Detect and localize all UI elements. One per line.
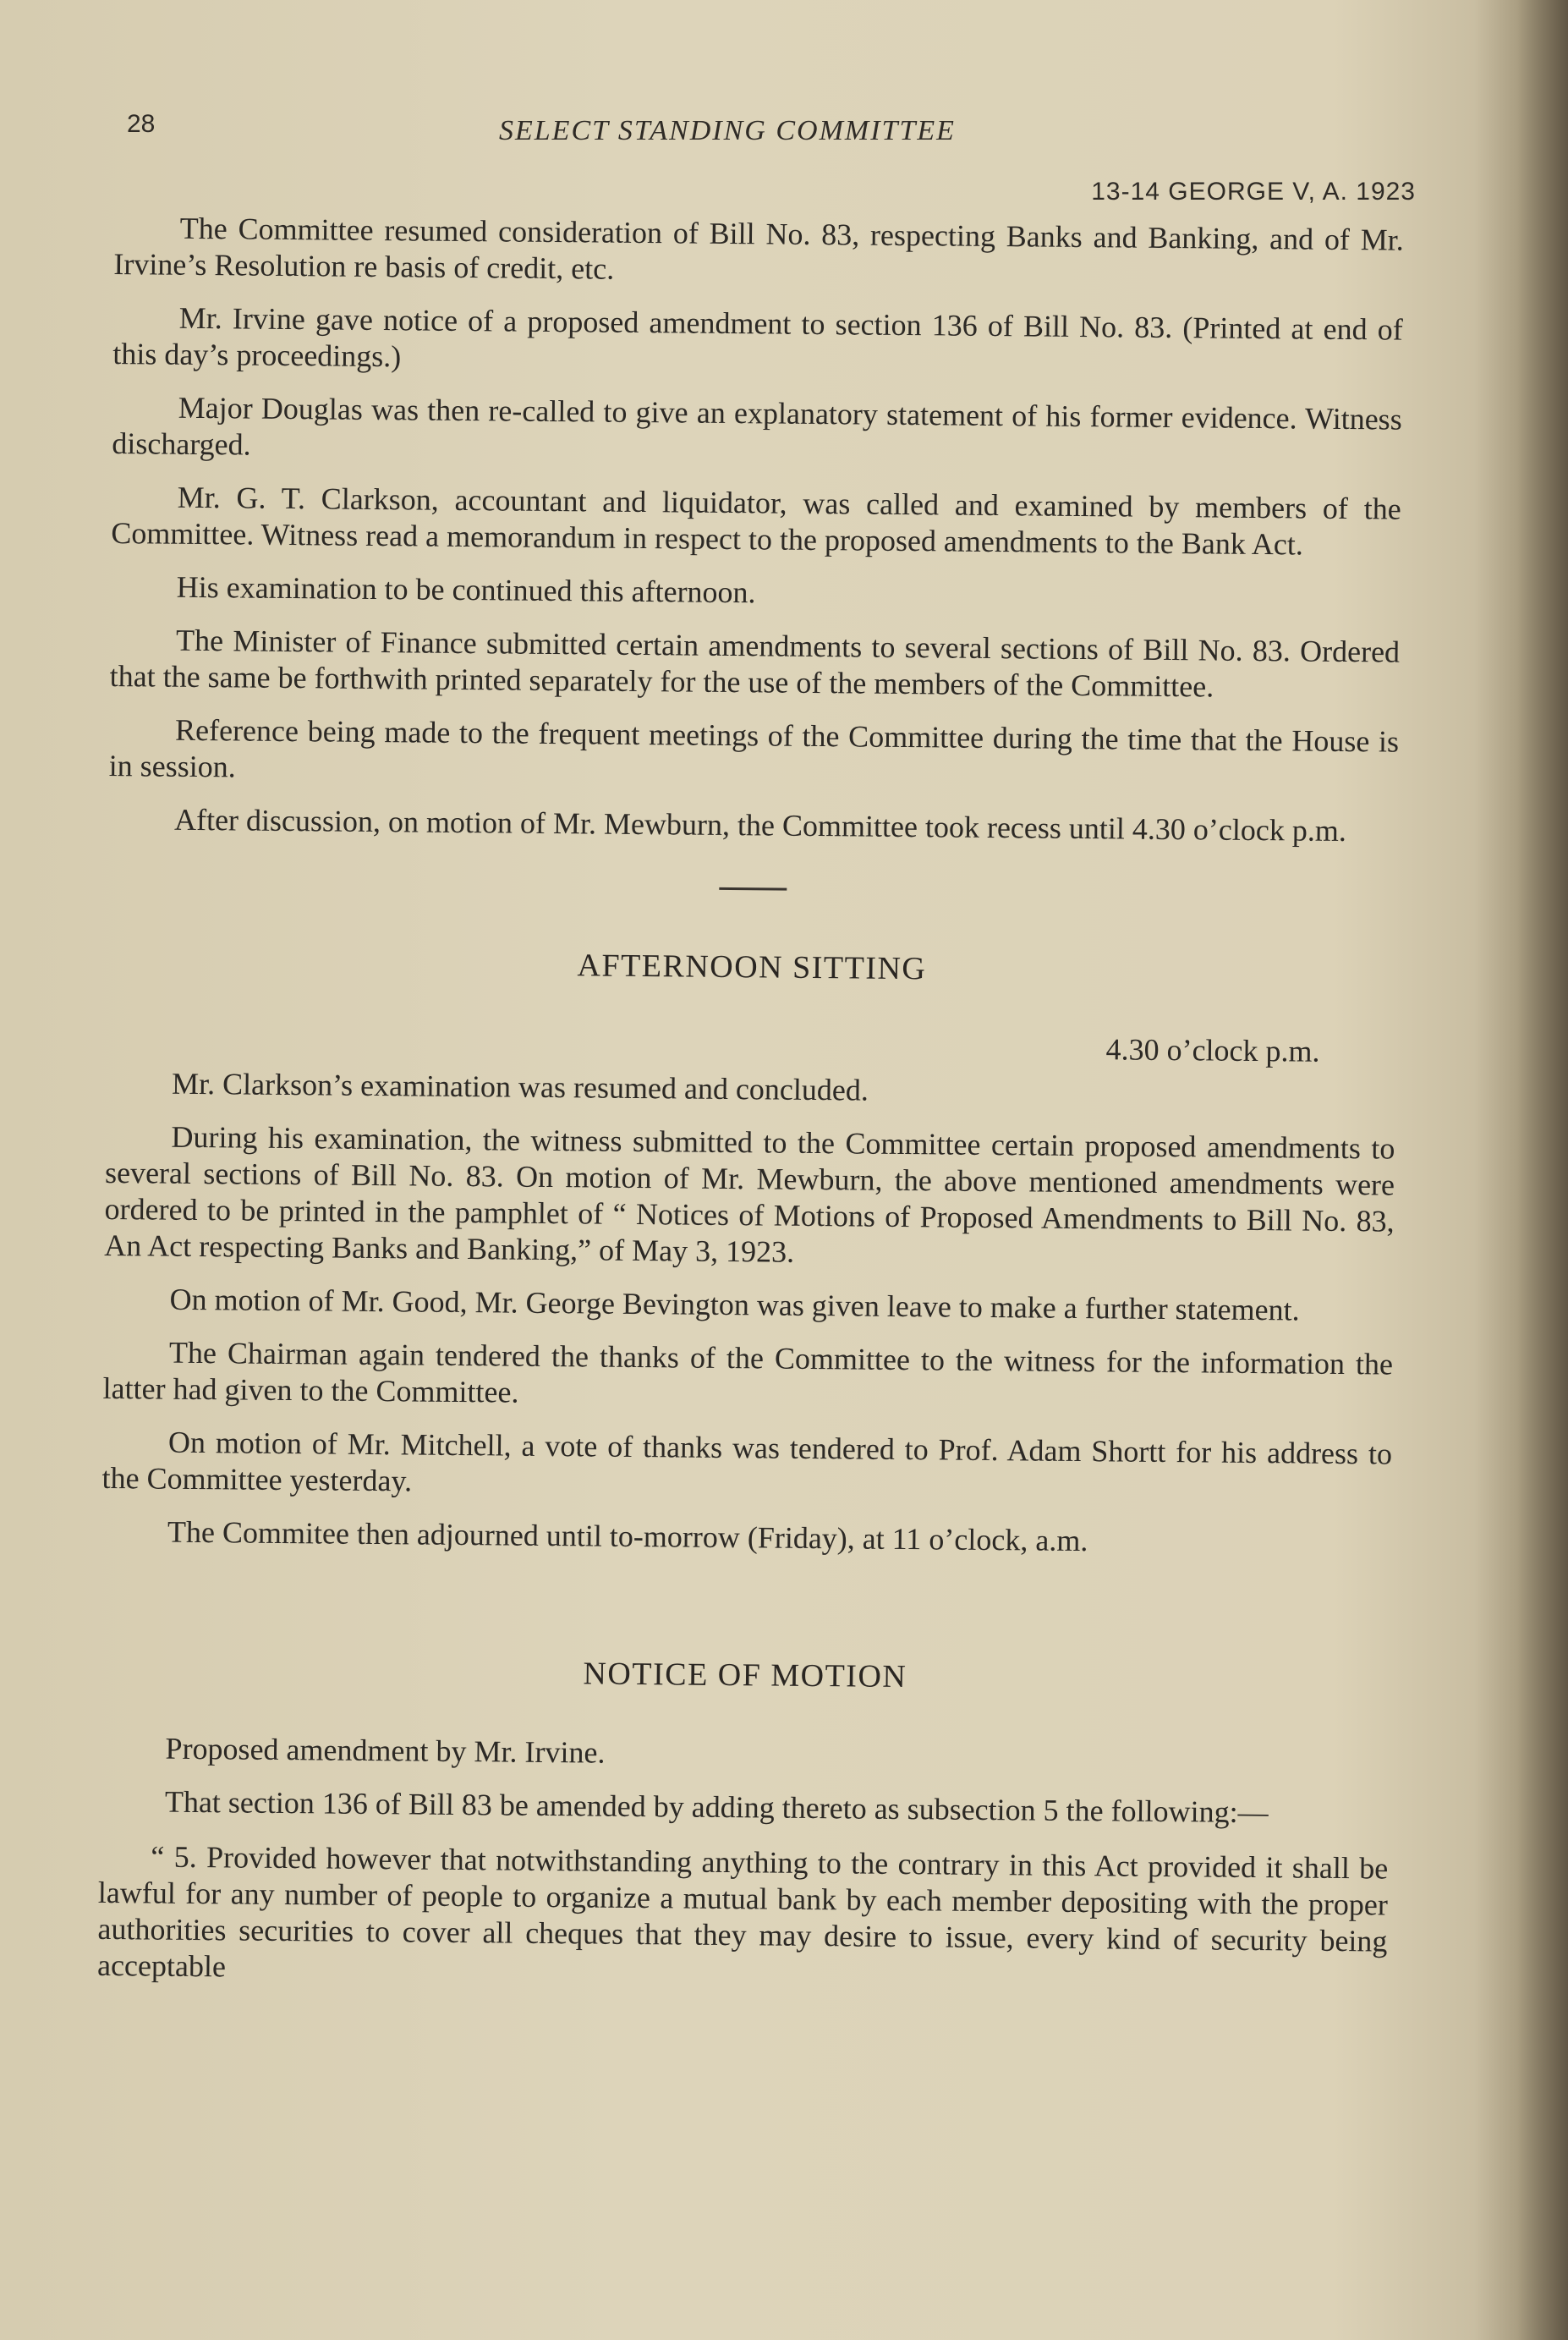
paragraph: Mr. Irvine gave notice of a proposed amendment to section 136 of Bill No. 83. (Printed at end of this day’s proceedings.)	[112, 300, 1403, 374]
quoted-subsection: “ 5. Provided however that notwithstanding anything to the contrary in this Act provided it shall be lawful for any number of people to organize a mutual bank by each member depositing with the proper authorities securities to cover all cheques that they may desire to issue, every kind of security being acceptable	[96, 1839, 1389, 1984]
sitting-time: 4.30 o’clock p.m.	[1105, 1032, 1320, 1068]
running-head	[127, 110, 1412, 161]
section-spacer	[101, 1567, 1391, 1664]
book-gutter-shadow	[1517, 0, 1568, 2340]
session-label: 13-14 GEORGE V, A. 1923	[1091, 178, 1416, 206]
paragraph: Mr. G. T. Clarkson, accountant and liquidator, was called and examined by members of the Committee. Witness read a memorandum in respect to the proposed amendments to the Bank Act.	[111, 480, 1401, 562]
running-title: SELECT STANDING COMMITTEE	[499, 115, 956, 146]
page-body	[97, 210, 1404, 1997]
paragraph: Reference being made to the frequent meetings of the Committee during the time that the House is in session.	[108, 712, 1400, 784]
paragraph: The Minister of Finance submitted certain amendments to several sections of Bill No. 83. Ordered that the same be forthwith printed separately for the use of the members of the Committee.	[109, 623, 1401, 704]
paragraph: That section 136 of Bill 83 be amended by adding thereto as subsection 5 the following:—	[164, 1784, 1269, 1830]
paragraph: The Commitee then adjourned until to-morrow (Friday), at 11 o’clock, a.m.	[167, 1514, 1088, 1558]
paragraph: The Chairman again tendered the thanks of the Committee to the witness for the information the latter had given to the Committee.	[102, 1335, 1394, 1409]
paragraph: After discussion, on motion of Mr. Mewburn, the Committee took recess until 4.30 o’clock p.m.	[173, 802, 1347, 849]
paragraph: The Committee resumed consideration of Bill No. 83, respecting Banks and Banking, and of Mr. Irvine’s Resolution re basis of credit, etc.	[113, 211, 1404, 286]
paragraph: On motion of Mr. Good, Mr. George Bevington was given leave to make a further statement.	[169, 1282, 1300, 1327]
page-number: 28	[127, 110, 156, 138]
notice-heading: NOTICE OF MOTION	[583, 1656, 907, 1695]
paragraph: Proposed amendment by Mr. Irvine.	[165, 1731, 606, 1770]
morning-section	[108, 210, 1404, 850]
afternoon-heading: AFTERNOON SITTING	[577, 948, 927, 987]
paragraph: During his examination, the witness submitted to the Committee certain proposed amendments to several sections of Bill No. 83. On motion of Mr. Mewburn, the above mentioned amendments were ordered to be printed in the pamphlet of “ Notices of Motions of Proposed Amendments to Bill No. 83, An Act respecting Banks and Banking,” of May 3, 1923.	[104, 1119, 1395, 1269]
paragraph: Mr. Clarkson’s examination was resumed and concluded.	[171, 1066, 869, 1107]
paragraph: Major Douglas was then re-called to give an explanatory statement of his former evidence. Witness discharged.	[112, 390, 1402, 462]
paragraph: His examination to be continued this afternoon.	[176, 569, 756, 610]
notice-section	[97, 1651, 1390, 1997]
paragraph: On motion of Mr. Mitchell, a vote of thanks was tendered to Prof. Adam Shortt for his address to the Committee yesterday.	[101, 1425, 1393, 1498]
section-divider	[719, 887, 787, 891]
afternoon-section	[101, 943, 1397, 1563]
